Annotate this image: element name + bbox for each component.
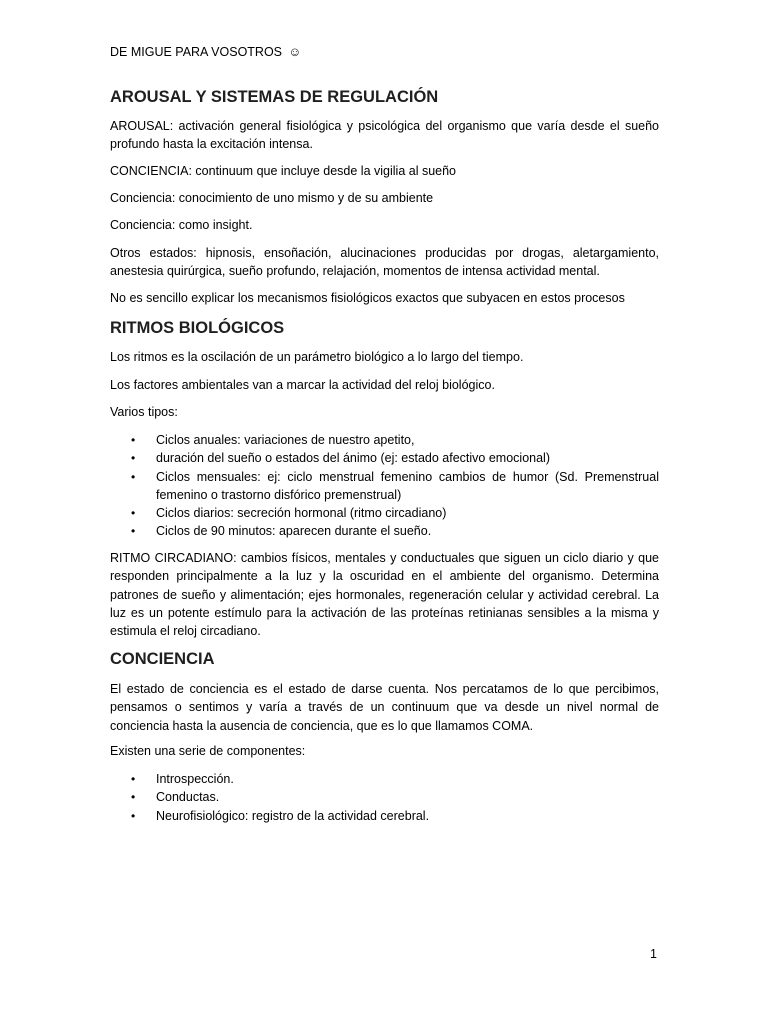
conciencia-bullet-list [110, 770, 659, 825]
paragraph-ritmo-circadiano: RITMO CIRCADIANO: cambios físicos, mentales y conductuales que siguen un ciclo diario y que responden principalmente a la luz y la oscuridad en el ambiente del organismo. Determina patrones de sueño y alimentación; ejes hormonales, regeneración celular y actividad cerebral. La luz es un potente estímulo para la activación de las proteínas retinianas sensibles a la misma y estimula el reloj circadiano. [110, 551, 659, 639]
paragraph-otros-estados: Otros estados: hipnosis, ensoñación, alucinaciones producidas por drogas, aletargamiento, anestesia quirúrgica, sueño profundo, relajación, momentos de intensa actividad mental. [110, 246, 659, 279]
bullet-icon: • [131, 506, 136, 521]
paragraph-conciencia-insight: Conciencia: como insight. [110, 218, 253, 232]
list-item: • Neurofisiológico: registro de la actividad cerebral. [110, 807, 659, 825]
ritmos-bullet-list [110, 431, 659, 541]
section-title-arousal: AROUSAL Y SISTEMAS DE REGULACIÓN [110, 88, 439, 106]
bullet-icon: • [131, 469, 136, 484]
bullet-icon: • [131, 433, 136, 447]
bullet-icon: • [131, 772, 136, 786]
list-item: • Ciclos diarios: secreción hormonal (ritmo circadiano) [110, 504, 659, 522]
paragraph-estado-conciencia: El estado de conciencia es el estado de darse cuenta. Nos percatamos de lo que percibimos, pensamos o sentimos y varía a través de un continuum que va desde un nivel normal de conciencia hasta la ausencia de conciencia, que es lo que llamamos COMA. [110, 682, 659, 733]
paragraph-conciencia-continuum: CONCIENCIA: continuum que incluye desde la vigilia al sueño [110, 164, 457, 178]
list-item: • Ciclos de 90 minutos: aparecen durante el sueño. [110, 522, 659, 540]
bullet-icon: • [131, 808, 136, 823]
list-item: • duración del sueño o estados del ánimo (ej: estado afectivo emocional) [110, 449, 659, 467]
list-item: • Introspección. [110, 770, 659, 788]
bullet-icon: • [131, 790, 136, 805]
paragraph-mecanismos: No es sencillo explicar los mecanismos fisiológicos exactos que subyacen en estos procesos [110, 291, 625, 305]
header-text: DE MIGUE PARA VOSOTROS [110, 45, 283, 59]
bullet-icon: • [131, 451, 136, 466]
list-item: • Conductas. [110, 788, 659, 806]
bullet-icon: • [131, 524, 136, 539]
paragraph-arousal-definition: AROUSAL: activación general fisiológica y psicológica del organismo que varía desde el sueño profundo hasta la excitación intensa. [110, 119, 659, 152]
page-header [110, 43, 301, 61]
paragraph-factores-ambientales: Los factores ambientales van a marcar la actividad del reloj biológico. [110, 378, 495, 392]
smiley-icon: ☺ [288, 45, 302, 59]
section-title-conciencia: CONCIENCIA [110, 650, 215, 668]
list-item: • Ciclos mensuales: ej: ciclo menstrual femenino cambios de humor (Sd. Premenstrual femenino o trastorno disfórico premenstrual) [131, 469, 659, 502]
paragraph-varios-tipos: Varios tipos: [110, 405, 178, 419]
paragraph-componentes: Existen una serie de componentes: [110, 744, 306, 758]
list-item: • Ciclos anuales: variaciones de nuestro apetito, [110, 431, 659, 449]
section-title-ritmos: RITMOS BIOLÓGICOS [110, 319, 285, 337]
paragraph-ritmos-definicion: Los ritmos es la oscilación de un parámetro biológico a lo largo del tiempo. [110, 350, 524, 364]
paragraph-conciencia-conocimiento: Conciencia: conocimiento de uno mismo y de su ambiente [110, 191, 434, 205]
page-number: 1 [650, 947, 657, 961]
